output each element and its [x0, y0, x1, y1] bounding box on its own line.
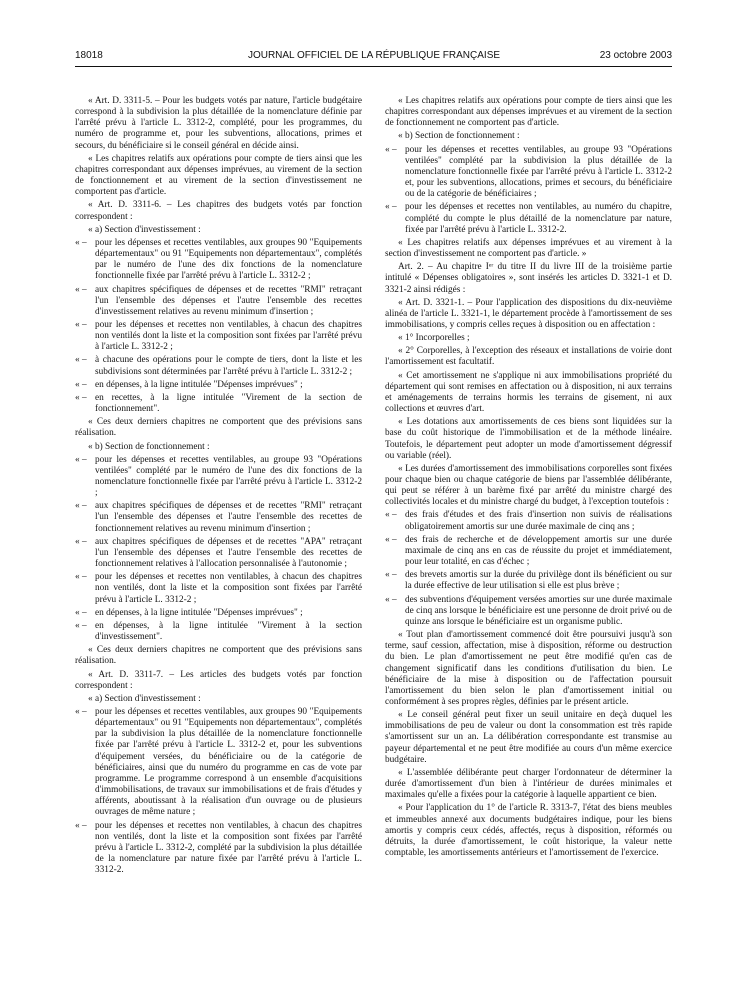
list-item-text: en dépenses, à la ligne intitulée "Dépenses imprévues" ;	[95, 607, 303, 618]
paragraph: « L'assemblée délibérante peut charger l'ordonnateur de déterminer la durée d'amortissement d'un bien à l'intérieur de durées minimales et maximales qu'elle a fixées pour la catégorie à laquelle appartient ce bien.	[385, 767, 672, 801]
list-marker: « –	[75, 620, 87, 631]
list-marker: « –	[385, 202, 397, 213]
paragraph: « Art. D. 3311-5. – Pour les budgets votés par nature, l'article budgétaire correspond à la subdivision la plus détaillée de la nomenclature définie par l'arrêté prévu à l'article L. 3312-2, complété, pour les programmes, du numéro de programme et, pour les subventions, allocations, primes et secours, du bénéficiaire si le conseil général en décide ainsi.	[75, 96, 362, 151]
list-item-text: aux chapitres spécifiques de dépenses et de recettes "APA" retraçant l'un l'ensemble des dépenses et l'autre l'ensemble des recettes de fonctionnement relatives à l'allocation personnalisée à l'autonomie ;	[95, 536, 362, 570]
list-item-text: pour les dépenses et recettes ventilables, aux groupes 90 "Equipements départementaux" ou 91 "Equipements non départementaux", complétés par le numéro de l'une des dix fonctions de la nomenclature fonctionnelle fixée par l'arrêté prévu à l'article L. 3312-2 ;	[95, 237, 362, 282]
list-item	[75, 537, 362, 570]
list-marker: « –	[75, 501, 87, 512]
list-item	[75, 608, 362, 619]
paragraph: « Les dotations aux amortissements de ces biens sont liquidées sur la base du coût historique de l'immobilisation et de la méthode linéaire. Toutefois, le département peut adopter un mode d'amortissement dégressif ou variable (réel).	[385, 417, 672, 461]
list-item	[75, 355, 362, 377]
paragraph: « Ces deux derniers chapitres ne comportent que des prévisions sans réalisation.	[75, 645, 362, 667]
right-column	[385, 96, 672, 976]
paragraph: « Ces deux derniers chapitres ne comportent que des prévisions sans réalisation.	[75, 417, 362, 439]
page-number: 18018	[75, 50, 103, 61]
list-marker: « –	[385, 534, 397, 545]
paragraph: « Les durées d'amortissement des immobilisations corporelles sont fixées pour chaque bien ou chaque catégorie de biens par l'assemblée délibérante, qui peut se référer à un barème fixé par arrêté du ministre chargé des collectivités locales et du ministre chargé du budget, à l'exception toutefois :	[385, 463, 672, 508]
list-marker: « –	[75, 379, 87, 390]
publication-date: 23 octobre 2003	[599, 50, 672, 61]
list-marker: « –	[75, 319, 87, 330]
list-item	[75, 380, 362, 391]
list-item	[75, 621, 362, 643]
list-item-text: à chacune des opérations pour le compte de tiers, dont la liste et les subdivisions sont déterminées par l'arrêté prévu à l'article L. 3312-2 ;	[95, 355, 362, 377]
paragraph: « 1° Incorporelles ;	[398, 333, 470, 344]
paragraph: « b) Section de fonctionnement :	[398, 131, 520, 142]
paragraph: « Les chapitres relatifs aux opérations pour compte de tiers ainsi que les chapitres correspondant aux dépenses imprévues et au virement de la section de fonctionnement ne comportent pas d'article.	[385, 96, 672, 129]
list-item-text: pour les dépenses et recettes non ventilables, à chacun des chapitres non ventilés, dont la liste et la composition sont fixées par l'arrêté prévu à l'article L. 3312-2, complété par la subdivision la plus détaillée de la nomenclature par nature fixée par l'arrêté prévu à l'article L. 3312-2.	[95, 820, 362, 876]
list-marker: « –	[75, 572, 87, 583]
list-marker: « –	[75, 355, 87, 366]
list-marker: « –	[75, 284, 87, 295]
list-item	[75, 238, 362, 283]
list-item	[75, 320, 362, 353]
list-item-text: pour les dépenses et recettes non ventilables, à chacun des chapitres non ventilés, dont la liste et la composition sont fixées par l'arrêté prévu à l'article L. 3312-2 ;	[95, 572, 362, 605]
paragraph: « Les chapitres relatifs aux dépenses imprévues et au virement à la section d'investissement ne comportent pas d'article. »	[385, 237, 672, 260]
list-marker: « –	[75, 820, 87, 831]
header-rule	[75, 66, 672, 67]
list-item	[75, 285, 362, 318]
list-item	[75, 707, 362, 819]
paragraph: « Art. D. 3311-7. – Les articles des budgets votés par fonction correspondent :	[75, 669, 362, 691]
list-item-text: en dépenses, à la ligne intitulée "Dépenses imprévues" ;	[95, 379, 303, 390]
paragraph: « a) Section d'investissement :	[88, 693, 201, 704]
paragraph: « Les chapitres relatifs aux opérations pour compte de tiers ainsi que les chapitres correspondant aux dépenses imprévues, au virement de la section de fonctionnement et au virement de la section d'investissement ne comportent pas d'article.	[75, 153, 362, 198]
list-marker: « –	[75, 237, 87, 248]
list-item-text: aux chapitres spécifiques de dépenses et de recettes "RMI" retraçant l'un l'ensemble des dépenses et l'autre l'ensemble des recettes de fonctionnement relatives au revenu minimum d'insertion ;	[95, 501, 362, 534]
list-item	[75, 501, 362, 534]
list-item-text: en recettes, à la ligne intitulée "Virement de la section de fonctionnement".	[95, 392, 362, 415]
list-item-text: des frais d'études et des frais d'insertion non suivis de réalisations obligatoirement amortis sur une durée maximale de cinq ans ;	[405, 510, 672, 532]
list-item-text: des subventions d'équipement versées amorties sur une durée maximale de cinq ans lorsque le bénéficiaire est une personne de droit privé ou de quinze ans lorsque le bénéficiaire est un organisme public.	[405, 594, 672, 627]
list-item	[385, 510, 672, 532]
list-marker: « –	[75, 454, 87, 465]
paragraph: « b) Section de fonctionnement :	[88, 441, 210, 452]
paragraph: « Le conseil général peut fixer un seuil unitaire en deçà duquel les immobilisations de peu de valeur ou dont la consommation est très rapide s'amortissent sur un an. La délibération correspondante est transmise au payeur départemental et ne peut être modifiée au cours d'un même exercice budgétaire.	[385, 710, 672, 765]
list-item	[385, 570, 672, 592]
list-item-text: pour les dépenses et recettes ventilables, au groupe 93 "Opérations ventilées" complété par le numéro de l'une des dix fonctions de la nomenclature fonctionnelle fixée par l'arrêté prévu à l'article L. 3312-2 ;	[95, 454, 362, 499]
paragraph: « Cet amortissement ne s'applique ni aux immobilisations propriété du département qui sont remises en affectation ou à disposition, ni aux terrains et aménagements de terrains hormis les terrains de gisement, ni aux collections et œuvres d'art.	[385, 370, 672, 415]
paragraph: « Tout plan d'amortissement commencé doit être poursuivi jusqu'à son terme, sauf cession, affectation, mise à disposition, réforme ou destruction du bien. Le plan d'amortissement ne peut être modifié qu'en cas de changement significatif dans les conditions d'utilisation du bien. Le bénéficiaire de la mise à disposition ou de l'affectation poursuit l'amortissement du bien selon le plan d'amortissement initial ou conformément à ses propres règles, définies par le présent article.	[385, 630, 672, 707]
list-item-text: aux chapitres spécifiques de dépenses et de recettes "RMI" retraçant l'un l'ensemble des dépenses et l'autre l'ensemble des recettes d'investissement relatives au revenu minimum d'insertion ;	[95, 284, 362, 317]
list-item	[385, 535, 672, 568]
list-item	[75, 572, 362, 605]
list-marker: « –	[75, 607, 87, 618]
list-item	[75, 821, 362, 877]
paragraph: « Art. D. 3311-6. – Les chapitres des budgets votés par fonction correspondent :	[75, 200, 362, 222]
list-item-text: des frais de recherche et de développement amortis sur une durée maximale de cinq ans en cas de réussite du projet et immédiatement, pour leur totalité, en cas d'échec ;	[405, 534, 672, 568]
list-item	[75, 455, 362, 500]
list-marker: « –	[385, 144, 397, 155]
list-marker: « –	[75, 536, 87, 547]
paragraph: « 2° Corporelles, à l'exception des réseaux et installations de voirie dont l'amortissement est facultatif.	[385, 346, 672, 368]
list-item-text: pour les dépenses et recettes non ventilables, au numéro du chapitre, complété du compte le plus détaillé de la nomenclature par nature, fixée par l'arrêté prévu à l'article L. 3312-2.	[405, 202, 672, 235]
list-item	[385, 595, 672, 628]
list-item-text: pour les dépenses et recettes ventilables, aux groupes 90 "Equipements départementaux" ou 91 "Equipements non départementaux", complétés par la subdivision la plus détaillée de la nomenclature fonctionnelle fixée par l'arrêté prévu à l'article L. 3312-2 et, pour les subventions d'équipement versées, du bénéficiaire ou de la catégorie de bénéficiaires, ainsi que du numéro du programme en cas de vote par programme. Le programme correspond à un ensemble d'acquisitions d'immobilisations, de travaux sur immobilisations et de frais d'études y afférents, aboutissant à la réalisation d'un ouvrage ou de plusieurs ouvrages de même nature ;	[95, 706, 362, 818]
paragraph: « Art. D. 3321-1. – Pour l'application des dispositions du dix-neuvième alinéa de l'article L. 3321-1, le département procède à l'amortissement de ses immobilisations, y compris celles reçues à disposition ou en affectation :	[385, 297, 672, 330]
paragraph: « Pour l'application du 1° de l'article R. 3313-7, l'état des biens meubles et immeubles annexé aux documents budgétaires indique, pour les biens amortis y compris ceux cédés, affectés, reçus à disposition, réformés ou détruits, la durée d'amortissement, le coût historique, la valeur nette comptable, les amortissements antérieurs et l'amortissement de l'exercice.	[385, 803, 672, 858]
paragraph: « a) Section d'investissement :	[88, 224, 201, 235]
journal-title: JOURNAL OFFICIEL DE LA RÉPUBLIQUE FRANÇAISE	[247, 50, 501, 61]
paragraph: Art. 2. – Au chapitre Iᵉʳ du titre II du livre III de la troisième partie intitulé « Dépenses obligatoires », sont insérés les articles D. 3321-1 et D. 3321-2 ainsi rédigés :	[385, 262, 672, 295]
list-marker: « –	[75, 706, 87, 717]
list-marker: « –	[385, 594, 397, 605]
list-item	[75, 393, 362, 415]
list-marker: « –	[75, 392, 87, 403]
list-item-text: pour les dépenses et recettes ventilables, au groupe 93 "Opérations ventilées" complété par la subdivision la plus détaillée de la nomenclature fonctionnelle fixée par l'arrêté prévu à l'article L. 3312-2 et, pour les subventions, allocations, primes et secours, du bénéficiaire ou de la catégorie de bénéficiaires ;	[405, 144, 672, 200]
list-item-text: pour les dépenses et recettes non ventilables, à chacun des chapitres non ventilés dont la liste et la composition sont fixées par l'arrêté prévu à l'article L. 3312-2 ;	[95, 319, 362, 353]
list-marker: « –	[385, 510, 397, 521]
list-item-text: des brevets amortis sur la durée du privilège dont ils bénéficient ou sur la durée effective de leur utilisation si elle est plus brève ;	[405, 570, 672, 592]
list-item	[385, 145, 672, 201]
list-item	[385, 202, 672, 235]
list-marker: « –	[385, 570, 397, 581]
list-item-text: en dépenses, à la ligne intitulée "Virement à la section d'investissement".	[95, 620, 362, 643]
left-column	[75, 96, 362, 976]
